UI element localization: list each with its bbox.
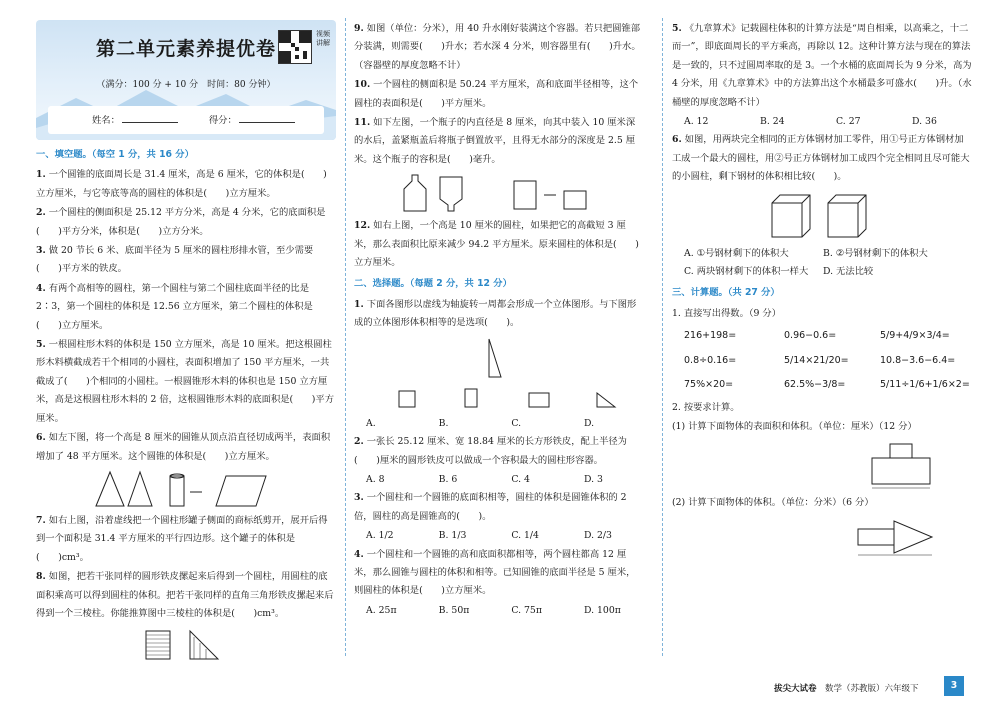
- calc-question-2: 2. 按要求计算。: [672, 401, 740, 413]
- qr-code-icon[interactable]: [278, 30, 312, 64]
- option-b[interactable]: B.: [438, 417, 449, 429]
- question-item: 3. 做 20 节长 6 米、底面半径为 5 厘米的圆柱形排水管，至少需要( )平方米的铁皮。: [36, 245, 314, 275]
- option-row: [684, 245, 972, 282]
- calc-item[interactable]: 0.8÷0.16=: [684, 354, 737, 366]
- option-c[interactable]: C. 75π: [511, 604, 542, 616]
- option-d[interactable]: D. 36: [912, 116, 937, 128]
- option-b[interactable]: B. 6: [438, 473, 458, 485]
- section-fill-heading: 一、填空题。（每空 1 分，共 16 分）: [36, 149, 194, 160]
- choice-item: 1. 下面各图形以虚线为轴旋转一周都会形成一个立体图形。与下图形成的立体图形体积相等的是选项( )。: [354, 298, 637, 329]
- option-a[interactable]: A.: [366, 417, 376, 429]
- question-item: 6. 如左下图，将一个高是 8 厘米的圆锥从顶点沿直径切成两半，表面积增加了 48 平方厘米。这个圆锥的体积是( )立方厘米。: [36, 432, 331, 462]
- question-item: 9. 如图（单位：分米），用 40 升水刚好装满这个容器。若只把圆锥部分装满，则需要( )升水；若水深 4 分米，则容器里有( )升水。（容器壁的厚度忽略不计）: [354, 23, 641, 71]
- page-title: 第二单元素养提优卷: [95, 38, 276, 60]
- question-item: 8. 如图，把若干张同样的圆形铁皮摞起来后得到一个圆柱，用圆柱的底面积乘高可以得到圆柱的体积。把若干张同样的直角三角形铁皮摞起来后得到一个三棱柱。你能推算图中三棱柱的体积是( )cm³。: [36, 571, 334, 619]
- option-d[interactable]: D. 3: [583, 473, 603, 485]
- choice-item: 2. 一张长 25.12 厘米、宽 18.84 厘米的长方形铁皮，配上半径为( )厘米的圆形铁皮可以做成一个容积最大的圆柱形容器。: [354, 436, 627, 466]
- name-label: 姓名：: [92, 115, 120, 126]
- calc-item[interactable]: 62.5%−3/8=: [784, 379, 846, 391]
- option-a[interactable]: A. 8: [366, 473, 385, 485]
- choice-item: 5. 《九章算术》记载圆柱体积的计算方法是“周自相乘，以高乘之，十二而一”，即底面周长的平方乘高，再除以 12。这种计算方法与现在的算法是一致的，只不过圆周率取的是 3。一个水桶的底面周长为 9 分米，高为 4 分米，用《九章算术》中的方法算出这个水桶最多可盛水( )升。（水桶壁的厚度忽略不计）: [672, 23, 972, 108]
- option-d[interactable]: D. 100π: [583, 604, 621, 616]
- option-b[interactable]: B. 24: [760, 116, 785, 128]
- calc-item[interactable]: 5/11÷1/6+1/6×2=: [880, 379, 970, 391]
- option-c[interactable]: C. 27: [836, 116, 861, 128]
- option-row: [684, 113, 972, 131]
- stacked-cylinder-figure: [672, 440, 972, 490]
- option-row: [366, 602, 644, 620]
- question-item: 4. 有两个高相等的圆柱，第一个圆柱与第二个圆柱底面半径的比是 2∶3，第一个圆柱的体积是 12.56 立方厘米，第二个圆柱的体积是( )立方厘米。: [36, 282, 313, 331]
- footer-brand: 拔尖大试卷: [774, 684, 817, 694]
- calc-question-2a: (1) 计算下面物体的表面积和体积。（单位：厘米）（12 分）: [672, 420, 917, 432]
- bottle-figure: [354, 173, 644, 213]
- option-a[interactable]: A. 12: [684, 116, 709, 128]
- name-field[interactable]: [122, 122, 178, 123]
- cube-figure: [672, 191, 972, 241]
- footer: [774, 682, 919, 694]
- option-a[interactable]: A. 1/2: [366, 530, 394, 542]
- section-calc-heading: 三、计算题。（共 27 分）: [672, 287, 780, 299]
- option-c[interactable]: C. 1/4: [511, 530, 539, 542]
- option-a[interactable]: A. 25π: [366, 604, 397, 616]
- calc-item[interactable]: 5/9+4/9×3/4=: [880, 330, 950, 342]
- option-d[interactable]: D. 2/3: [583, 530, 612, 542]
- question-item: 11. 如下左图，一个瓶子的内直径是 8 厘米，向其中装入 10 厘米深的水后，盖紧瓶盖后将瓶子倒置放平，且得无水部分的深度是 2.5 厘米。这个瓶子的容积是( )毫升。: [354, 117, 636, 165]
- rotation-figure: [354, 337, 644, 411]
- question-item: 10. 一个圆柱的侧面积是 50.24 平方厘米，高和底面半径相等，这个圆柱的表面积是( )平方厘米。: [354, 79, 639, 109]
- qr-label: 视频讲解: [316, 30, 330, 47]
- option-d[interactable]: D.: [583, 417, 595, 429]
- calc-question-2b: (2) 计算下面物体的体积。（单位：分米）（6 分）: [672, 497, 874, 509]
- cone-cylinder-combo-figure: [672, 517, 972, 557]
- score-field[interactable]: [239, 122, 295, 123]
- calc-grid: [684, 327, 972, 394]
- option-b[interactable]: B. ②号钢材剩下的体积大: [823, 247, 928, 259]
- page-number: 3: [944, 676, 964, 696]
- option-b[interactable]: B. 1/3: [438, 530, 467, 542]
- column-2: [354, 20, 644, 620]
- option-c[interactable]: C. 两块钢材剩下的体积一样大: [684, 266, 809, 278]
- calc-item[interactable]: 216+198=: [684, 330, 737, 342]
- option-c[interactable]: C. 4: [511, 473, 530, 485]
- exam-subtitle: （满分：100 分 + 10 分 时间：80 分钟）: [96, 80, 276, 90]
- calc-question-1: 1. 直接写出得数。（9 分）: [672, 307, 782, 319]
- title-banner: [36, 20, 336, 140]
- section-choice-heading: 二、选择题。（每题 2 分，共 12 分）: [354, 278, 512, 290]
- question-item: 1. 一个圆锥的底面周长是 31.4 厘米，高是 6 厘米，它的体积是( )立方厘米，与它等底等高的圆柱的体积是( )立方厘米。: [36, 169, 327, 199]
- calc-item[interactable]: 5/14×21/20=: [784, 354, 849, 366]
- stacked-sheets-figure: [36, 627, 336, 663]
- option-row: [366, 471, 644, 489]
- choice-item: 3. 一个圆柱和一个圆锥的底面积相等，圆柱的体积是圆锥体积的 2 倍，圆柱的高是圆锥高的( )。: [354, 492, 627, 522]
- option-a[interactable]: A. ①号钢材剩下的体积大: [684, 247, 789, 259]
- choice-item: 4. 一个圆柱和一个圆锥的高和底面积都相等，两个圆柱都高 12 厘米，那么圆锥与圆柱的体积和相等。已知圆锥的底面半径是 5 厘米，则圆柱的体积是( )立方厘米。: [354, 548, 636, 597]
- calc-item[interactable]: 0.96−0.6=: [784, 330, 837, 342]
- question-item: 7. 如右上图，沿着虚线把一个圆柱形罐子侧面的商标纸剪开，展开后得到一个面积是 31.4 平方厘米的平行四边形。这个罐子的体积是( )cm³。: [36, 514, 328, 563]
- name-score-row: [48, 106, 324, 134]
- column-1: [36, 20, 336, 667]
- footer-subject: 数学（苏教版）六年级下: [825, 684, 919, 694]
- option-row: [366, 415, 644, 433]
- option-d[interactable]: D. 无法比较: [823, 266, 874, 278]
- option-b[interactable]: B. 50π: [438, 604, 470, 616]
- choice-item: 6. 如图，用两块完全相同的正方体钢材加工零件，用①号正方体钢材加工成一个最大的圆柱，用②号正方体钢材加工成四个完全相同且尽可能大的小圆柱，剩下钢材的体积相比较( )。: [672, 134, 970, 183]
- cone-cylinder-figure: [36, 470, 336, 508]
- question-item: 2. 一个圆柱的侧面积是 25.12 平方分米，高是 4 分米，它的底面积是( )平方分米，体积是( )立方分米。: [36, 207, 326, 237]
- question-item: 12. 如右上图，一个高是 10 厘米的圆柱，如果把它的高截短 3 厘米，那么表面积比原来减少 94.2 平方厘米。原来圆柱的体积是( )立方厘米。: [354, 220, 639, 269]
- score-label: 得分：: [208, 115, 237, 126]
- question-item: 5. 一根圆柱形木料的体积是 150 立方厘米，高是 10 厘米。把这根圆柱形木料横截成若干个相同的小圆柱，表面积增加了 150 平方厘米，一共截成了( )个相同的小圆柱。一根圆锥形木料的体积也是 150 立方厘米，高是这根圆柱形木料的 2 倍，这根圆锥形木料的底面积是( )平方厘米。: [36, 339, 334, 424]
- calc-item[interactable]: 75%×20=: [684, 379, 734, 391]
- calc-item[interactable]: 10.8−3.6−6.4=: [880, 354, 956, 366]
- option-row: [366, 527, 644, 545]
- option-c[interactable]: C.: [511, 417, 522, 429]
- column-3: [672, 20, 972, 561]
